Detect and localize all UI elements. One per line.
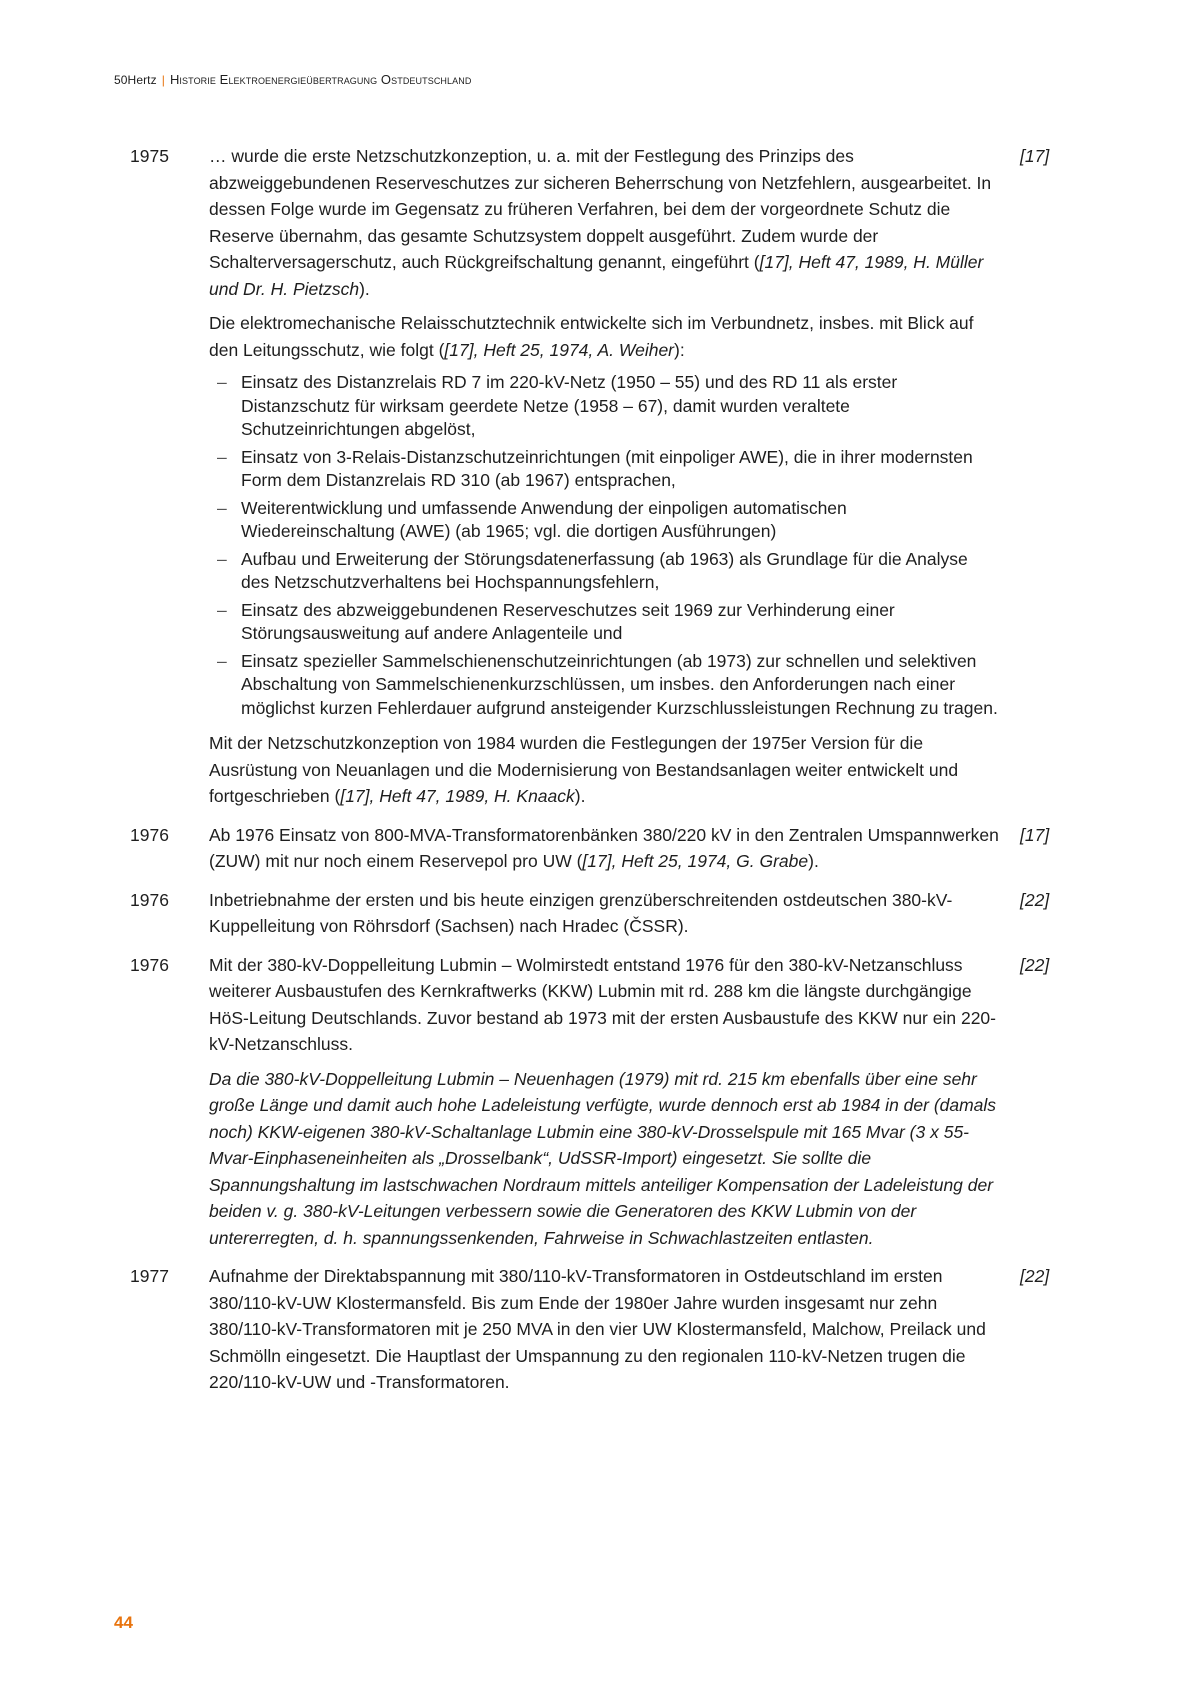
dash-bullet-icon: – (217, 650, 227, 671)
list-item: – Einsatz des Distanzrelais RD 7 im 220-kV-Netz (1950 – 55) und des RD 11 als erster Distanzschutz für wirksam geerdete Netze (1958 – 67), damit wurden veraltete Schutzeinrichtungen abgelöst, (217, 372, 898, 439)
entry-paragraph: Mit der Netzschutzkonzeption von 1984 wurden die Festlegungen der 1975er Version für die Ausrüstung von Neuanlagen und die Modernisierung von Bestandsanlagen weiter entwickelt und fortgeschrieben ([17], Heft 47, 1989, H. Knaack). (209, 733, 959, 806)
dash-bullet-icon: – (217, 548, 227, 569)
entry-content (209, 1263, 999, 1396)
entry-paragraph: Inbetriebnahme der ersten und bis heute einzigen grenzüberschreitenden ostdeutschen 380-kV-Kuppelleitung von Röhrsdorf (Sachsen) nach Hradec (ČSSR). (209, 889, 953, 936)
citation: [17], Heft 47, 1989, H. Knaack (340, 786, 575, 806)
entry-year: 1975 (130, 146, 169, 166)
page-number: 44 (114, 1613, 133, 1632)
header-brand: 50Hertz (114, 73, 157, 87)
list-item: – Einsatz spezieller Sammelschienenschutzeinrichtungen (ab 1973) zur schnellen und selektiven Abschaltung von Sammelschienenkurzschlüssen, um insbes. den Anforderungen nach einer möglichst kurzen Fehlerdauer aufgrund ansteigender Kurzschlussleistungen Rechnung zu tragen. (217, 650, 998, 718)
entry-year: 1976 (130, 954, 169, 975)
entry-paragraph: Aufnahme der Direktabspannung mit 380/110-kV-Transformatoren in Ostdeutschland im ersten 380/110-kV-UW Klostermansfeld. Bis zum Ende der 1980er Jahre wurden insgesamt nur zehn 380/110-kV-Transformatoren mit je 250 MVA in den vier UW Klostermansfeld, Malchow, Preilack und Schmölln eingesetzt. Die Hauptlast der Umspannung zu den regionalen 110-kV-Netzen trugen die 220/110-kV-UW und -Transformatoren. (209, 1266, 986, 1392)
entry-reference: [17] (1020, 146, 1050, 166)
list-item: – Einsatz von 3-Relais-Distanzschutzeinrichtungen (mit einpoliger AWE), die in ihrer modernsten Form dem Distanzrelais RD 310 (ab 1967) entsprachen, (217, 446, 973, 490)
entry-paragraph: Die elektromechanische Relaisschutztechnik entwickelte sich im Verbundnetz, insbes. mit Blick auf den Leitungsschutz, wie folgt ([17], Heft 25, 1974, A. Weiher): (209, 313, 974, 360)
entry-year: 1976 (130, 824, 169, 845)
entry-1976-transformer-banks (130, 822, 1060, 875)
header-title: Historie Elektroenergieübertragung Ostdeutschland (169, 72, 472, 87)
entry-reference: [22] (1020, 1266, 1050, 1286)
entry-content (209, 887, 999, 940)
list-item: – Einsatz des abzweiggebundenen Reserveschutzes seit 1969 zur Verhinderung einer Störungsausweitung auf andere Anlagenteile und (217, 599, 895, 643)
entry-paragraph: Ab 1976 Einsatz von 800-MVA-Transformatorenbänken 380/220 kV in den Zentralen Umspannwerken (ZUW) mit nur noch einem Reservepol pro UW ([17], Heft 25, 1974, G. Grabe). (209, 824, 999, 871)
entry-year: 1976 (130, 889, 169, 910)
list-item: – Weiterentwicklung und umfassende Anwendung der einpoligen automatischen Wiedereinschaltung (AWE) (ab 1965; vgl. die dortigen Ausführungen) (217, 497, 847, 541)
entry-1977 (130, 1263, 1060, 1396)
citation: [17], Heft 25, 1974, A. Weiher (444, 339, 674, 360)
entry-year: 1977 (130, 1266, 169, 1286)
list-item: – Aufbau und Erweiterung der Störungsdatenerfassung (ab 1963) als Grundlage für die Analyse des Netzschutzverhaltens bei Hochspannungsfehlern, (217, 548, 968, 592)
entry-paragraph: Mit der 380-kV-Doppelleitung Lubmin – Wolmirstedt entstand 1976 für den 380-kV-Netzanschluss weiterer Ausbaustufen des Kernkraftwerks (KKW) Lubmin mit rd. 288 km die längste durchgängige HöS-Leitung Deutschlands. Zuvor bestand ab 1973 mit der ersten Ausbaustufe des KKW nur ein 220-kV-Netzanschluss. (209, 954, 996, 1054)
chronology (130, 143, 1060, 1408)
entry-1975 (130, 143, 1060, 810)
citation: [17], Heft 47, 1989, H. Müller und Dr. H. Pietzsch (209, 252, 984, 299)
dash-bullet-icon: – (217, 599, 227, 620)
entry-reference: [22] (1020, 954, 1050, 975)
entry-paragraph-italic: Da die 380-kV-Doppelleitung Lubmin – Neuenhagen (1979) mit rd. 215 km ebenfalls über eine sehr große Länge und damit auch hohe Ladeleistung verfügte, wurde dennoch erst ab 1984 in der (damals noch) KKW-eigenen 380-kV-Schaltanlage Lubmin eine 380-kV-Drosselspule mit 165 Mvar (3 x 55-Mvar-Einphaseneinheiten als „Drosselbank“, UdSSR-Import) eingesetzt. Sie sollte die Spannungshaltung im lastschwachen Nordraum mittels anteiliger Kompensation der Ladeleistung der beiden v. g. 380-kV-Leitungen verbessern sowie die Generatoren des KKW Lubmin von der untererregten, d. h. spannungssenkenden, Fahrweise in Schwachlastzeiten entlasten. (209, 1068, 997, 1248)
dash-bullet-icon: – (217, 372, 227, 392)
citation: [17], Heft 25, 1974, G. Grabe (582, 851, 809, 871)
entry-reference: [17] (1020, 824, 1050, 845)
entry-1976-lubmin-line (130, 952, 1060, 1252)
entry-reference: [22] (1020, 889, 1050, 910)
dash-list (209, 371, 999, 720)
header-separator: | (161, 73, 165, 87)
dash-bullet-icon: – (217, 497, 227, 518)
entry-paragraph: … wurde die erste Netzschutzkonzeption, u. a. mit der Festlegung des Prinzips des abzweiggebundenen Reserveschutzes zur sicheren Beherrschung von Netzfehlern, ausgearbeitet. In dessen Folge wurde im Gegensatz zu früheren Verfahren, bei dem der vorgeordnete Schutz die Reserve übernahm, das gesamte Schutzsystem doppelt ausgeführt. Zudem wurde der Schalterversagerschutz, auch Rückgreifschaltung genannt, eingeführt ([17], Heft 47, 1989, H. Müller und Dr. H. Pietzsch). (209, 146, 992, 299)
entry-content (209, 822, 999, 875)
entry-content (209, 952, 999, 1252)
dash-bullet-icon: – (217, 446, 227, 467)
running-header (114, 72, 471, 87)
entry-1976-coupling-line (130, 887, 1060, 940)
entry-content (209, 143, 999, 810)
